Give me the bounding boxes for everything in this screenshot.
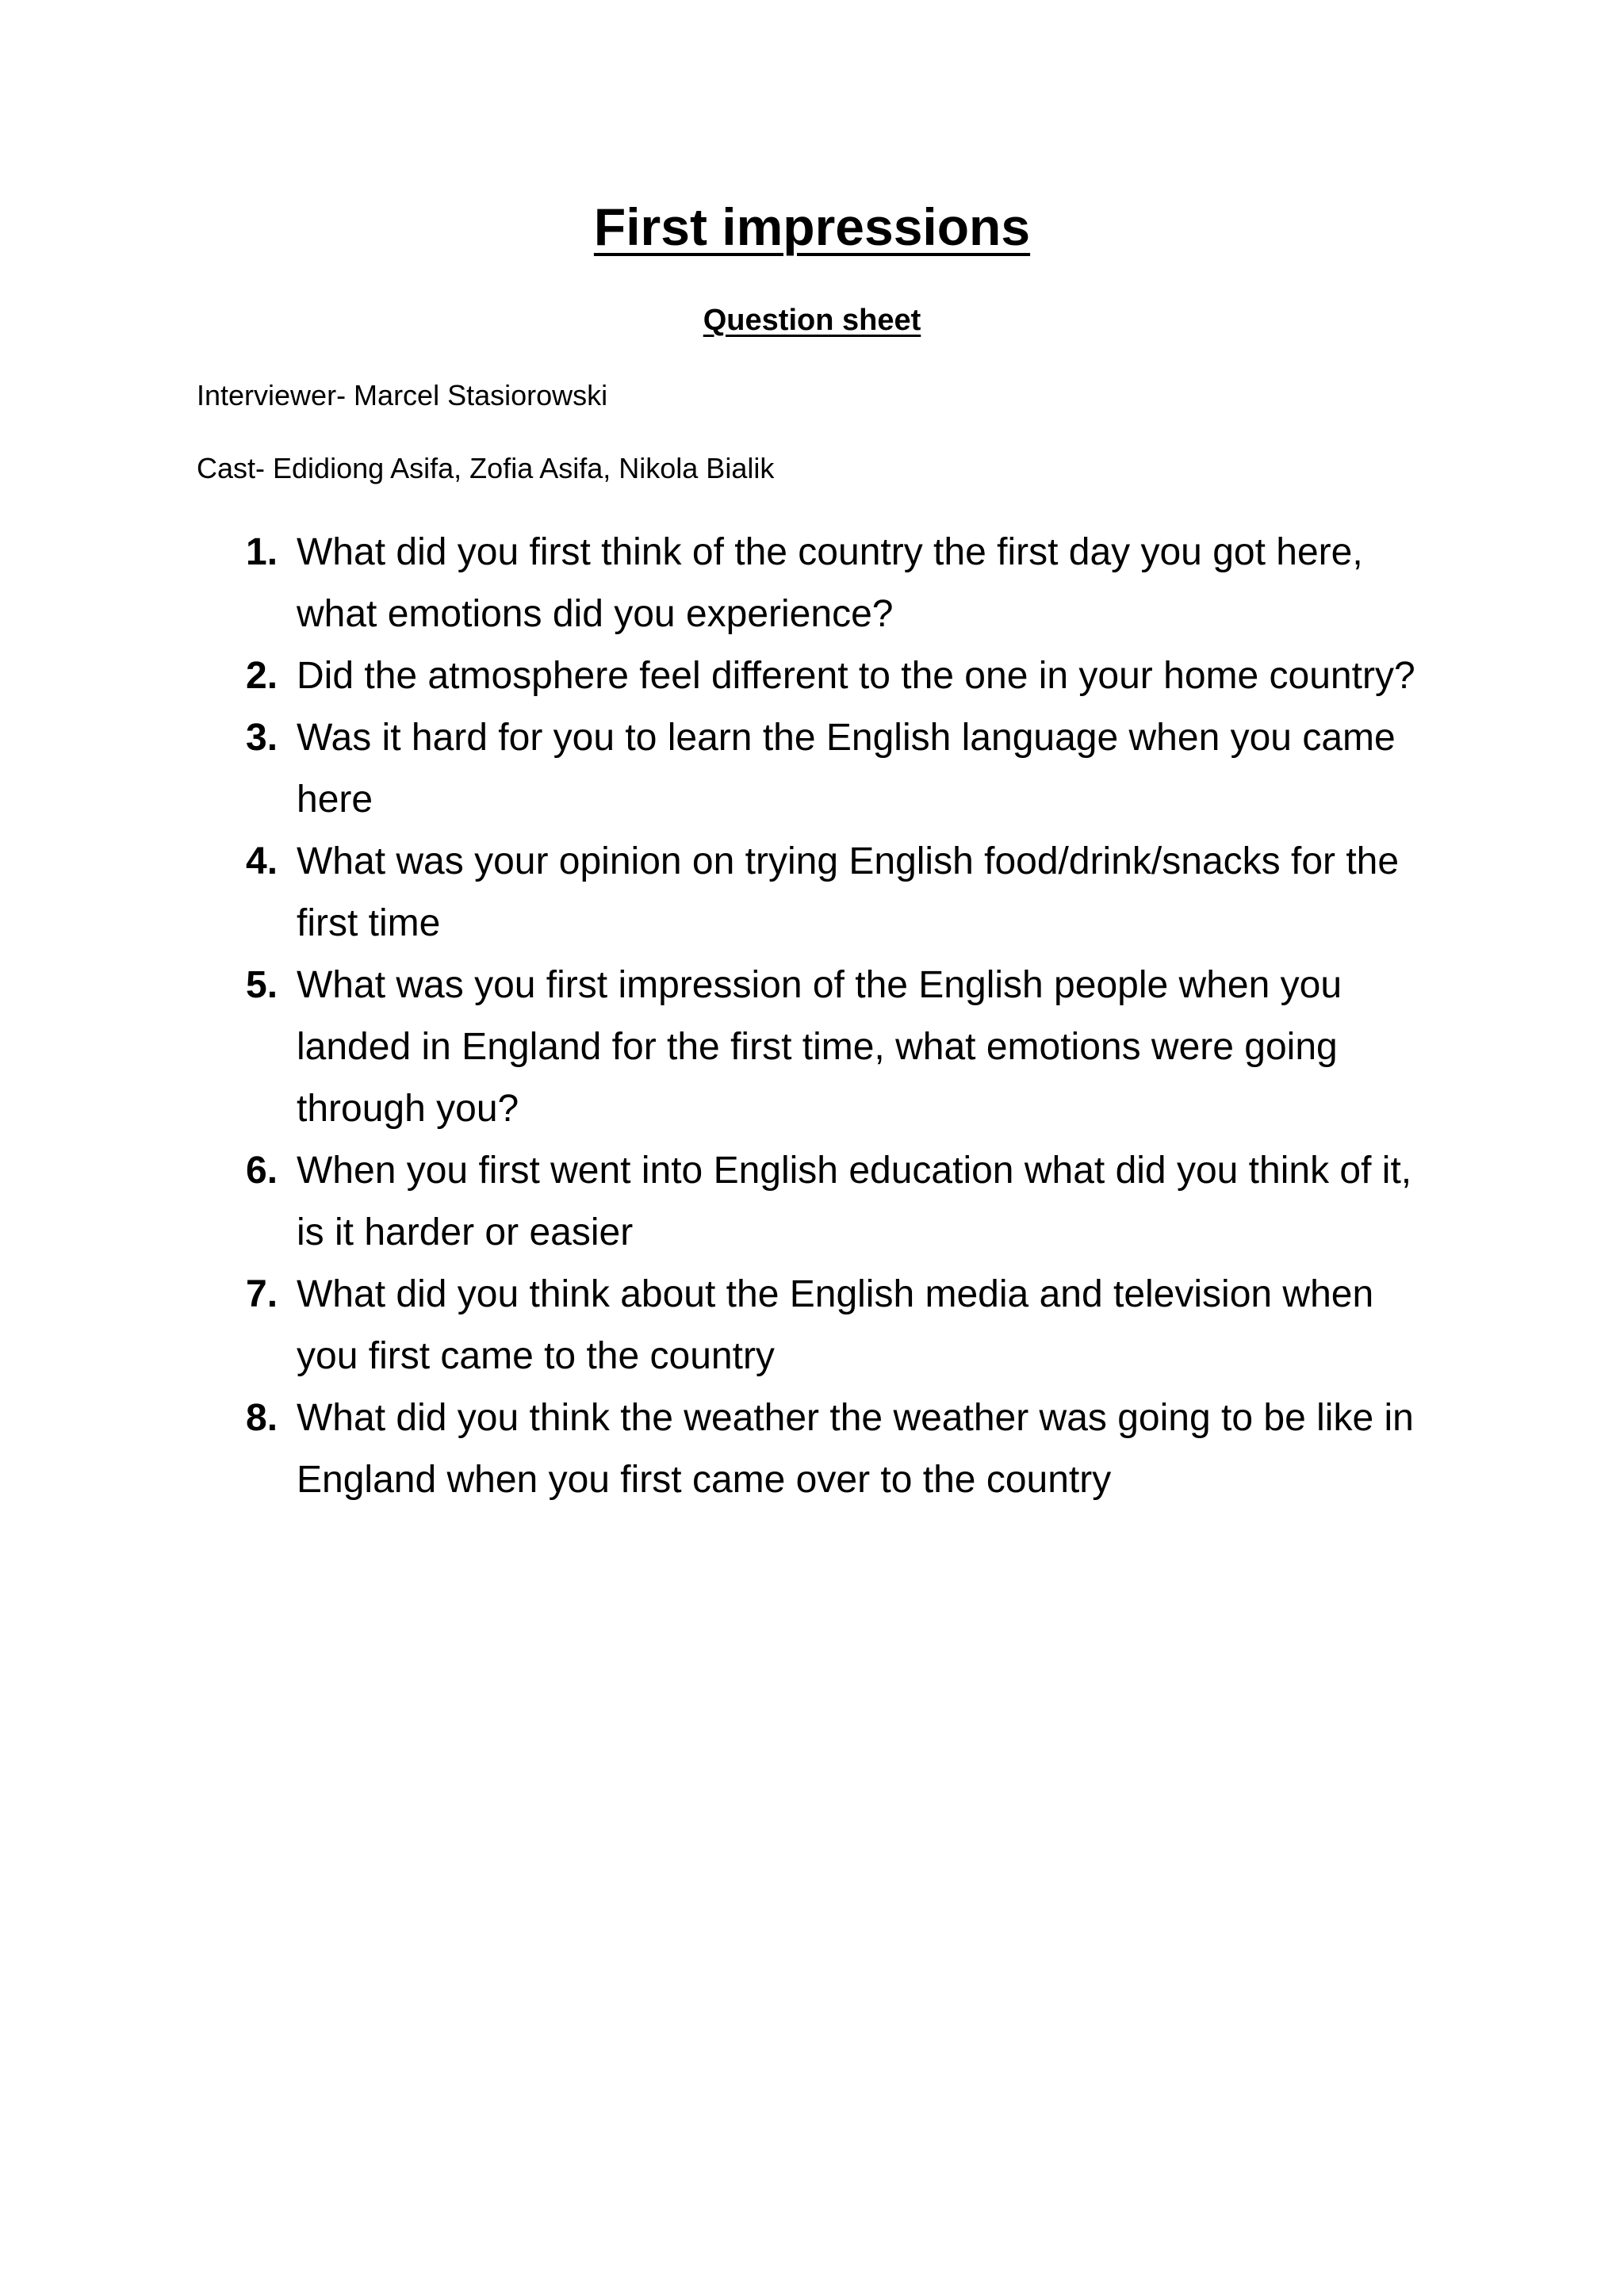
document-title: First impressions — [593, 197, 1031, 256]
question-item — [238, 645, 1443, 707]
interviewer-line: Interviewer- Marcel Stasiorowski — [197, 379, 608, 411]
question-text: Was it hard for you to learn the English language when you came here — [297, 717, 1396, 821]
question-text: What was your opinion on trying English food/drink/snacks for the first time — [297, 840, 1400, 944]
question-number: 8. — [246, 1397, 278, 1439]
question-item — [238, 1387, 1443, 1511]
question-text: What did you think the weather the weather was going to be like in England when you first came over to the country — [297, 1397, 1414, 1501]
question-text: What did you first think of the country the first day you got here, what emotions did you experience? — [297, 531, 1363, 635]
question-item — [238, 707, 1443, 831]
document-subtitle: Question sheet — [703, 304, 921, 337]
question-item — [238, 1264, 1443, 1387]
question-number: 1. — [246, 531, 278, 573]
question-item — [238, 831, 1443, 955]
question-text: What was you first impression of the English people when you landed in England for the first time, what emotions were going through you? — [297, 964, 1342, 1130]
question-number: 3. — [246, 717, 278, 759]
question-number: 2. — [246, 655, 278, 697]
question-text: Did the atmosphere feel different to the one in your home country? — [297, 655, 1415, 697]
question-number: 7. — [246, 1273, 278, 1315]
question-text: What did you think about the English media and television when you first came to the country — [297, 1273, 1374, 1377]
question-number: 5. — [246, 964, 278, 1006]
question-item — [238, 522, 1443, 645]
question-text: When you first went into English education what did you think of it, is it harder or easier — [297, 1150, 1412, 1253]
cast-line: Cast- Edidiong Asifa, Zofia Asifa, Nikola Bialik — [197, 452, 775, 484]
question-item — [238, 955, 1443, 1140]
question-item — [238, 1140, 1443, 1264]
question-number: 6. — [246, 1150, 278, 1192]
question-number: 4. — [246, 840, 278, 882]
question-list — [238, 522, 1443, 1511]
